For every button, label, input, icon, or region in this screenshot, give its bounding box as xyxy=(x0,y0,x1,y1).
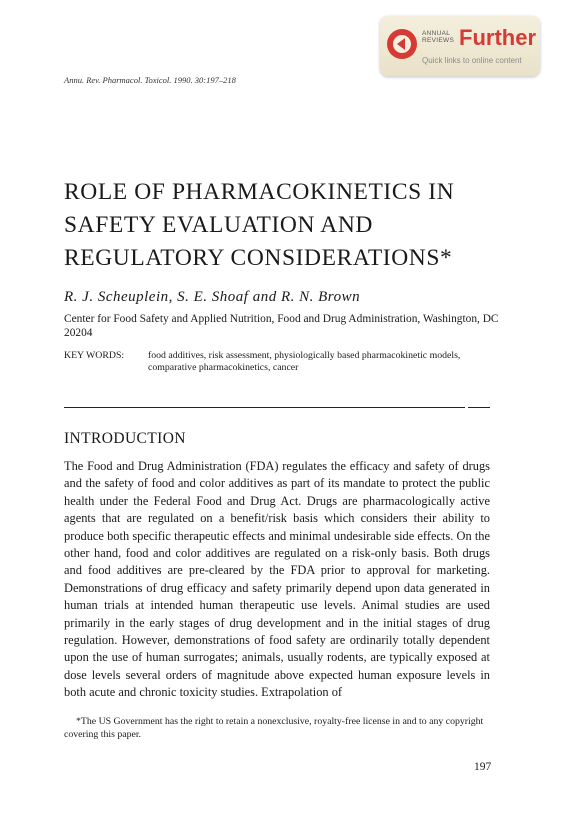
section-divider-short xyxy=(468,407,490,408)
keywords-label: KEY WORDS: xyxy=(64,350,125,361)
keywords-text: food additives, risk assessment, physiologically based pharmacokinetic models, comparative pharmacokinetics, cancer xyxy=(148,350,461,374)
annual-reviews-label: ANNUAL REVIEWS xyxy=(422,30,455,44)
journal-citation: Annu. Rev. Pharmacol. Toxicol. 1990. 30:197–218 xyxy=(64,75,236,85)
page-number: 197 xyxy=(474,761,492,773)
section-divider xyxy=(64,407,465,408)
body-paragraph: The Food and Drug Administration (FDA) regulates the efficacy and safety of drugs and the safety of food and color additives as part of its mandate to protect the public health under the Federal Food and Drug Act. Drugs are pharmacologically active agents that are regulated on a benefit/risk basis which considers their ability to produce both specific therapeutic effects and minimal undesirable side effects. On the other hand, food and color additives are regulated on a risk-only basis. Both drugs and food additives are pre-cleared by the FDA prior to approval for marketing. Demonstrations of drug efficacy and safety primarily depend upon data generated in human trials at intended human therapeutic use levels. Animal studies are used primarily in the early stages of drug development and in the initial stages of drug regulation. However, demonstrations of food safety are ordinarily totally dependent upon the use of human surrogates; animals, usually rodents, are typically exposed at dose levels several orders of magnitude above expected human exposure levels in both acute and chronic toxicity studies. Extrapolation of xyxy=(64,459,490,700)
author-list: R. J. Scheuplein, S. E. Shoaf and R. N. Brown xyxy=(64,289,361,305)
annual-reviews-logo-icon xyxy=(386,28,418,60)
article-title: ROLE OF PHARMACOKINETICS IN SAFETY EVALUATION AND REGULATORY CONSIDERATIONS* xyxy=(64,179,455,271)
quick-links-label: Quick links to online content xyxy=(422,56,522,65)
further-label: Further xyxy=(459,25,536,50)
section-heading: INTRODUCTION xyxy=(64,430,186,447)
footnote: *The US Government has the right to retain a nonexclusive, royalty-free license in and to any copyright covering this paper. xyxy=(64,716,484,740)
author-affiliation: Center for Food Safety and Applied Nutrition, Food and Drug Administration, Washington, DC 20204 xyxy=(64,313,499,339)
annual-reviews-further-banner[interactable] xyxy=(380,16,540,76)
